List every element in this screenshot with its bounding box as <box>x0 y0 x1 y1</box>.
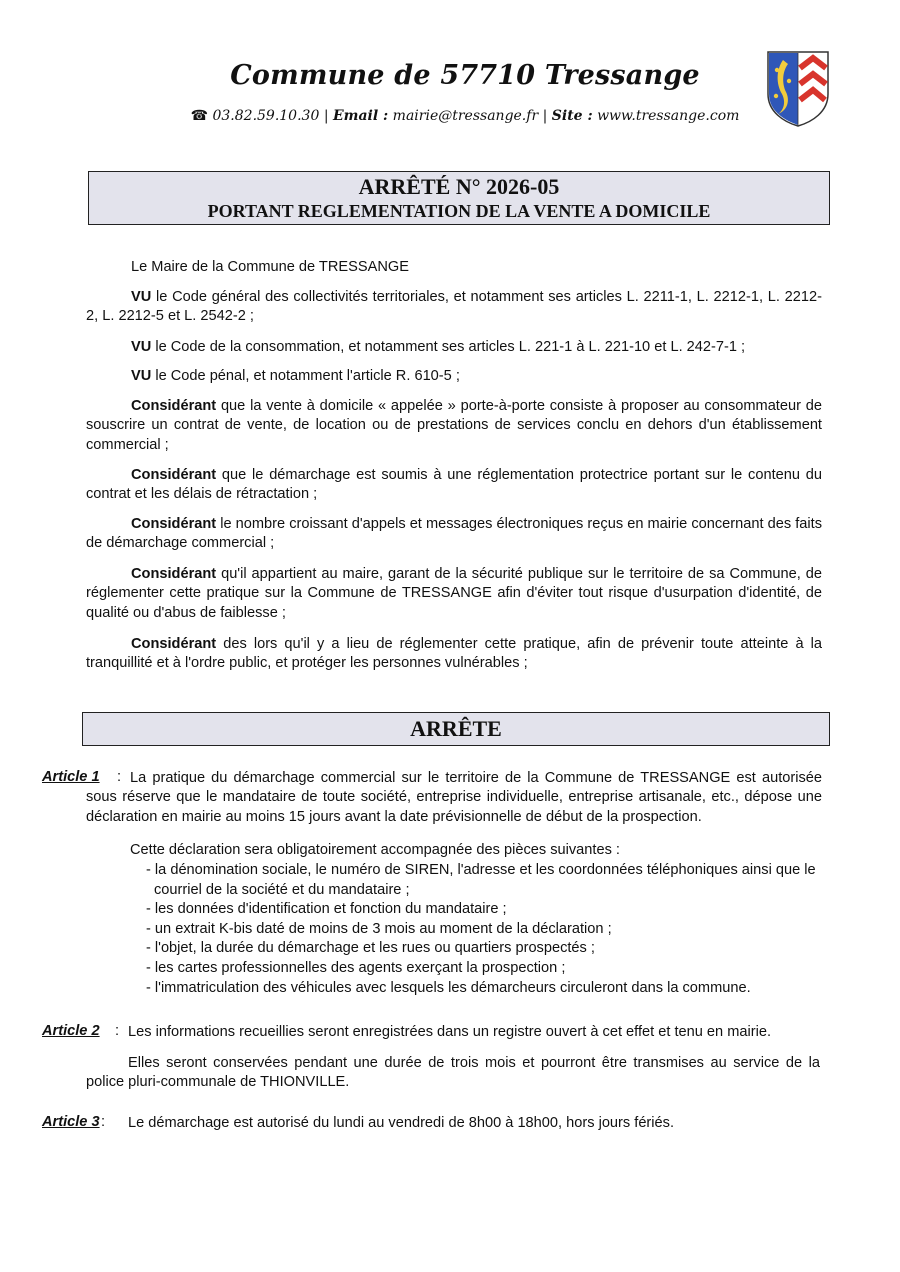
decree-title-box <box>88 171 830 225</box>
preamble-lead: Considérant <box>131 636 217 652</box>
required-documents-list <box>146 861 826 998</box>
list-item: - les cartes professionnelles des agents exerçant la prospection ; <box>146 959 566 976</box>
site-address: www.tressange.com <box>597 108 740 124</box>
preamble-item <box>86 466 822 505</box>
article-3-text: Le démarchage est autorisé du lundi au vendredi de 8h00 à 18h00, hors jours fériés. <box>128 1115 675 1131</box>
preamble-lead: Considérant <box>131 566 217 582</box>
article-1-label: Article 1 <box>42 769 100 785</box>
preamble-text: le Code de la consommation, et notamment ses articles L. 221-1 à L. 221-10 et L. 242-7-1 ; <box>151 339 746 355</box>
preamble-text: que le démarchage est soumis à une réglementation protectrice portant sur le contenu du contrat et les délais de rétractation ; <box>86 467 822 503</box>
preamble-text: que la vente à domicile « appelée » porte-à-porte consiste à proposer au consommateur de souscrire un contrat de vente, de location ou de prestations de services conclu en dehors d'un établissement commercial ; <box>86 398 822 453</box>
list-item: - l'objet, la durée du démarchage et les rues ou quartiers prospectés ; <box>146 940 595 957</box>
decree-number: ARRÊTÉ N° 2026-05 <box>358 174 560 199</box>
preamble-text: le Code pénal, et notamment l'article R. 610-5 ; <box>151 368 460 384</box>
article-colon: : <box>117 769 122 785</box>
preamble-text: le nombre croissant d'appels et messages électroniques reçus en mairie concernant des faits de démarchage commercial ; <box>86 516 822 552</box>
article-colon: : <box>101 1114 106 1130</box>
preamble-lead: VU <box>131 339 152 355</box>
site-label: Site : <box>551 108 593 124</box>
preamble-item <box>86 565 822 623</box>
list-item: - la dénomination sociale, le numéro de SIREN, l'adresse et les coordonnées téléphoniques ainsi que le courriel de la société et du mandataire ; <box>146 862 816 898</box>
article-3-label: Article 3 <box>42 1114 100 1130</box>
preamble-item <box>86 397 822 455</box>
preamble-item <box>86 288 822 327</box>
article-colon: : <box>115 1023 120 1039</box>
preamble-intro: Le Maire de la Commune de TRESSANGE <box>131 259 409 275</box>
preamble-item <box>86 635 822 674</box>
email-address: mairie@tressange.fr <box>392 108 539 124</box>
phone-number: 03.82.59.10.30 <box>212 108 320 124</box>
preamble-text: des lors qu'il y a lieu de réglementer cette pratique, afin de prévenir toute atteinte à la tranquillité et à l'ordre public, et protéger les personnes vulnérables ; <box>86 636 822 672</box>
email-label: Email : <box>332 108 389 124</box>
decree-subject: PORTANT REGLEMENTATION DE LA VENTE A DOMICILE <box>207 201 711 221</box>
list-item: - l'immatriculation des véhicules avec lesquels les démarcheurs circuleront dans la commune. <box>146 979 751 996</box>
phone-icon: ☎ <box>190 108 209 124</box>
list-item: - les données d'identification et fonction du mandataire ; <box>146 901 507 918</box>
preamble-lead: Considérant <box>131 398 217 414</box>
preamble-item <box>86 515 822 554</box>
article-1-text: La pratique du démarchage commercial sur le territoire de la Commune de TRESSANGE est autorisée sous réserve que le mandataire de toute société, entreprise individuelle, entreprise artisanale, etc., dépose une déclaration en mairie au moins 15 jours avant la date prévisionnelle de début de la prospection. <box>86 770 822 825</box>
preamble-item <box>86 367 822 386</box>
preamble-lead: Considérant <box>131 467 217 483</box>
preamble-lead: Considérant <box>131 516 217 532</box>
article-2-text-2: Elles seront conservées pendant une durée de trois mois et pourront être transmises au service de la police pluri-communale de THIONVILLE. <box>86 1055 820 1091</box>
list-item: - un extrait K-bis daté de moins de 3 mois au moment de la déclaration ; <box>146 920 612 937</box>
article-2-text: Les informations recueillies seront enregistrées dans un registre ouvert à cet effet et tenu en mairie. <box>128 1024 772 1040</box>
preamble-lead: VU <box>131 368 152 384</box>
preamble-text: qu'il appartient au maire, garant de la sécurité publique sur le territoire de sa Commune, de réglementer cette pratique sur la Commune de TRESSANGE afin d'éviter tout risque d'usurpation d'identité, de qualité ou d'abus de faiblesse ; <box>86 566 822 621</box>
coat-of-arms-icon <box>764 48 832 128</box>
separator: | <box>323 108 329 124</box>
separator: | <box>542 108 548 124</box>
article-1-list-intro: Cette déclaration sera obligatoirement accompagnée des pièces suivantes : <box>130 842 620 858</box>
article-2-label: Article 2 <box>42 1023 100 1039</box>
commune-title: Commune de 57710 Tressange <box>230 60 700 91</box>
preamble-lead: VU <box>131 289 152 305</box>
arrete-heading: ARRÊTE <box>82 712 830 746</box>
preamble-item <box>86 338 822 357</box>
preamble-text: le Code général des collectivités territoriales, et notamment ses articles L. 2211-1, L. 2212-1, L. 2212-2, L. 2212-5 et L. 2542-2 ; <box>86 289 822 325</box>
